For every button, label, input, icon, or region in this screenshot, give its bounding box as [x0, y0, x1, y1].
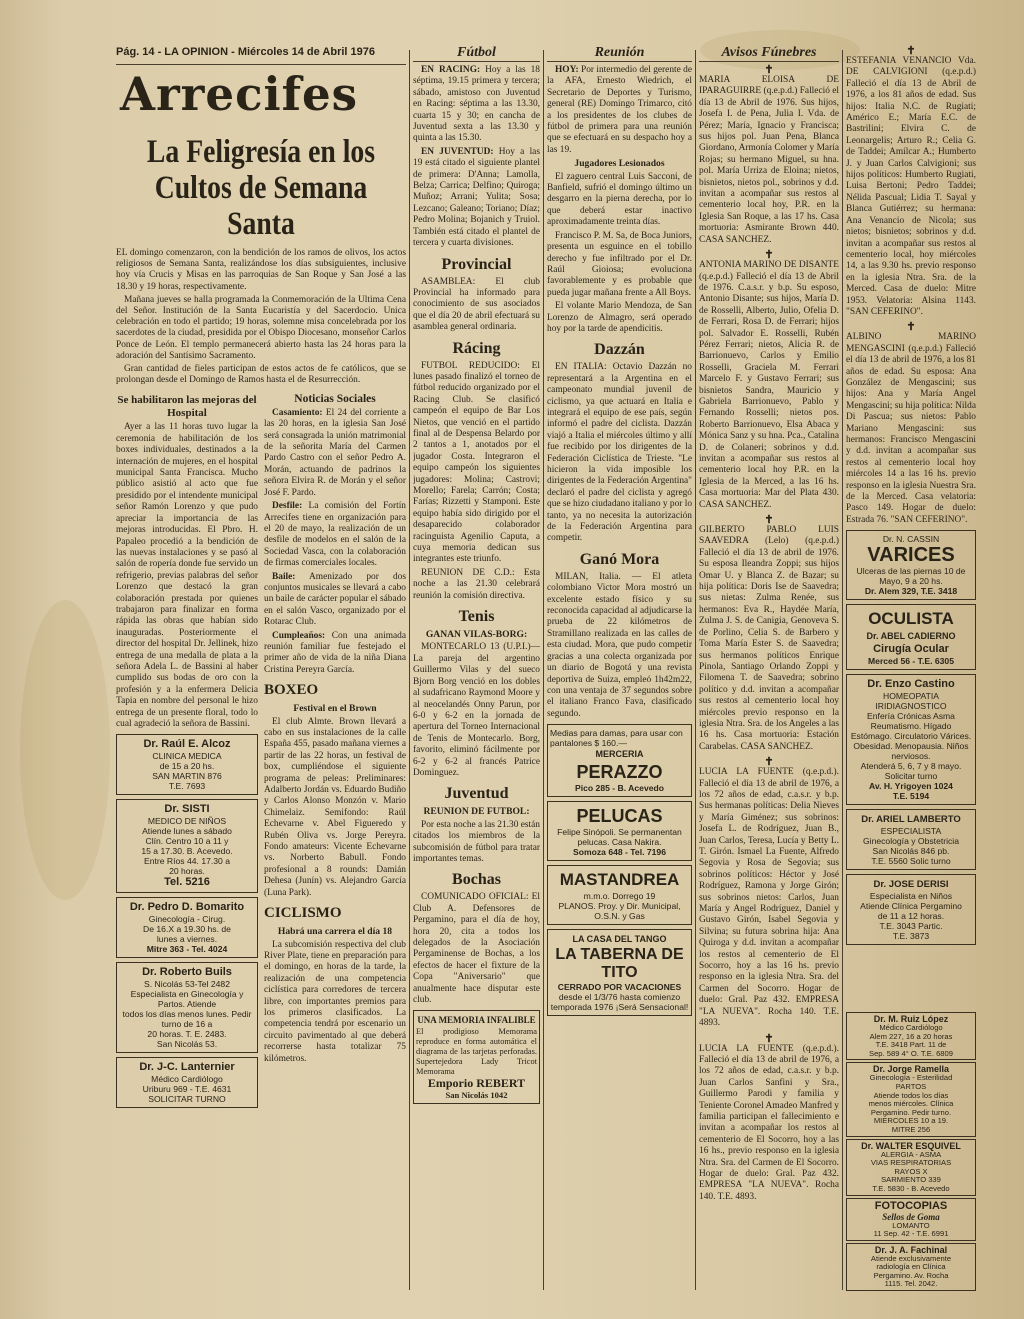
ad-castino [846, 674, 976, 805]
social-text: Amenizado por dos conjuntos musicales se llevará a cabo un baile de carácter popular el sábado en el salón Vasco, organizado por el Rotarac Club. [264, 571, 406, 628]
ad-sub: CERRADO POR VACACIONES [557, 982, 682, 993]
cross-icon: ✝ [764, 1032, 774, 1045]
ad-line: Clín. Centro 10 a 11 y [145, 836, 229, 847]
article-paragraph: Mañana jueves se halla programada la Conmemoración de la Ultima Cena del Señor. Institución de la Santa Eucaristía y del Sacerdocio. Unica celebración en todo el partido; 19 horas, solemne misa concelebrada por los sacerdotes de la ciudad, presidida por el Obispo Diocesano, monseñor Carlos Ponce de León. El templo permanecerá abierto hasta las 24 horas para la adoración del Santísimo Sacramento. [116, 294, 406, 361]
section-racing: Rácing [452, 339, 501, 357]
ad-name: Dr. Enzo Castino [867, 678, 955, 691]
social-item [264, 631, 406, 677]
ad-line: lunes a viernes. [156, 934, 218, 945]
ad-line: de 15 a 20 hs. [159, 761, 215, 772]
futbol-lead: EN JUVENTUD: [421, 146, 494, 157]
ad-fotocopias [846, 1198, 976, 1241]
social-item [264, 572, 406, 629]
lesionados-item: El volante Mario Mendoza, de San Lorenzo de Almagro, será operado hoy por la tarde de apendicitis. [547, 301, 692, 334]
ad-line: Pergamino. Pedir turno. [870, 1107, 952, 1117]
column-rule [409, 50, 410, 1290]
ad-name: Dr. SISTI [164, 803, 210, 816]
ad-line: SARMIENTO 339 [881, 1175, 941, 1185]
ad-address: Merced 56 - T.E. 6305 [868, 656, 954, 667]
social-text: El 24 del corriente a las 20 horas, en la iglesia San José será consagrada la unión matrimonial de la señorita María del Carmen Pardo Castro con el señor Pedro A. Morán, actuando de padrinos la señora Elvira R. de Morán y el señor José F. Pardo. [264, 407, 406, 498]
ad-line: MITRE 256 [891, 1124, 931, 1134]
ads-left [116, 734, 258, 1108]
ad-sub: Sellos de Goma [882, 1211, 940, 1222]
reunion-item [547, 65, 692, 156]
ad-name: Dr. M. Ruiz López [873, 1014, 949, 1024]
ad-name: Dr. Raúl E. Alcoz [143, 738, 231, 751]
obituary-item: LUCIA LA FUENTE (q.e.p.d.). Falleció el día 13 de abril de 1976, a los 72 años de edad, c.a.s.r. y b.p. Sus hermanas políticas: Delia Nieves y María Giménez; sus sobrinos: Josefa L. de Rodríguez, Juan B., Juan Carlos, Teresa, Lucía y Betty L. T. Girón. Ismael La Fuente, Alfredo Segovia y Rosa de Segovia; sus sobrinos políticos: Héctor y José Rodríguez, Ramona y Jorge Girón; sus sobrinos nietos: Carlos, Juan María y Angel Rodríguez, Daniel y Gustavo Girón, Isabel Segovia y Silvina; su futura sobrina hija: Ana Quiroga y d.d. invitan a acompañar los restos al cementerio de El Socorro, hoy a las 16 hs. previo responso en la iglesia Ntra. Sra. del Carmen del Socorro. Hogar de duelo: Gral. Paz 432. EMPRESA "LA NUEVA". Rocha 140. T.E. 4893. [699, 767, 839, 1029]
ad-line: CLINICA MEDICA [152, 751, 222, 762]
ad-line: 1115. Tel. 2042. [884, 1279, 938, 1289]
ad-address: desde el 1/3/76 hasta comienzo temporada 1976 ¡Será Sensacional! [550, 992, 689, 1013]
ad-line: Pergamino. Av. Rocha [873, 1270, 949, 1280]
ad-line: PLANOS. Proy. y Dir. Municipal, O.S.N. y Gas [558, 901, 681, 922]
juventud-sub: REUNION DE FUTBOL: [423, 806, 530, 818]
ad-line: Ginecología y Obstetricia [862, 836, 959, 847]
ad-varices [846, 530, 976, 600]
ad-line: Atenderá 5, 6, 7 y 8 mayo. [860, 761, 962, 772]
column-rule [695, 50, 696, 1290]
ad-line: todos los días menos lunes. Pedir turno de 16 a [122, 1009, 252, 1030]
ad-brand: Emporio REBERT [427, 1076, 526, 1091]
ad-line: VIAS RESPIRATORIAS [870, 1158, 952, 1168]
ad-line: menos miércoles. Clínica [868, 1099, 954, 1109]
ad-line: Especialista en Ginecología y Partos. Atiende [130, 989, 244, 1010]
ad-line: IRIDIAGNOSTICO [875, 701, 947, 712]
ad-line: T.E. 3418 Part. 11 de [875, 1040, 947, 1050]
ad-line: Ginecología - Cirug. [148, 914, 226, 925]
ad-lamberto [846, 809, 976, 870]
ad-esquivel [846, 1139, 976, 1196]
obituaries-column [699, 44, 839, 1294]
headline-feligresia: La Feligresía en los Cultos de Semana Santa [146, 134, 376, 242]
cross-icon: ✝ [906, 45, 916, 57]
provincial-body: ASAMBLEA: El club Provincial ha informado para conocimiento de sus asociados que el día 20 de abril efectuará su asamblea general ordinaria. [413, 276, 540, 333]
ad-perazzo [547, 724, 692, 797]
ad-address: San Nicolás 1042 [445, 1090, 508, 1101]
lesionados-item: El zaguero central Luis Sacconi, de Banfield, sufrió el domingo último un desgarro en la pierna derecha, por lo que deberá estar inactivo aproximadamente treinta días. [547, 171, 692, 228]
ad-big: PELUCAS [576, 806, 663, 827]
column-rule [842, 50, 843, 1290]
ad-mastandrea [547, 865, 692, 925]
futbol-item [413, 65, 540, 145]
obituary-item: ALBINO MARINO MENGASCINI (q.e.p.d.) Falleció el día 13 de abril de 1976, a los 81 años de edad. Su esposa: Ana González de Mengascini; sus hijos: Ana y María Angel Mengascini; su hija política: Nilda Di Pascua; sus nietos: Pablo Mariano Mengascini: sus hermanos: Francisco Mengascini y d.d. invitan a acompañar sus restos al cementerio local hoy miércoles 14 a las 16 hs. previo responso en la iglesia Nuestra Sra. de la Merced. Casa velatoria: Pasco 149. Hogar de duelo: Estrada 76. "SAN CEFERINO". [846, 332, 976, 525]
mora-body: MILAN, Italia. — El atleta colombiano Victor Mora mostró un excelente estado físico y su reconocida capacidad al adjudicarse la prueba de 22 kilómetros de Stramillano realizada en las calles de esta ciudad. Mora, que pudo competir gracias a una colecta organizada por un diario de Bogotá y una revista deportiva de Suiza, empleó 1h42m22, con una ventaja de 37 segundos sobre el italiano Franco Fava, clasificado segundo. [547, 571, 692, 719]
arrecifes-section [116, 44, 406, 1294]
dazzan-body: EN ITALIA: Octavio Dazzán no representará a la Argentina en el campeonato mundial juvenil de ciclismo, ya que actuará en Italia e integrará el equipo de ese país, según informó el padre del ciclista. Dazzán viajó a Italia el miércoles último y allí fue recibido por los dirigentes de la Federación Ciclística de Trieste. "Le hicieron la vida imposible los dirigentes de la Federación Argentina" declaró el padre del ciclista y agregó que se hizo ciudadano italiano y por lo tanto, ya no necesita la autorización de la Federación Argentina para competir. [547, 362, 692, 544]
sports-column-1 [413, 44, 540, 1294]
article-paragraph: Gran cantidad de fieles participan de estos actos de fe católicos, que se prolongan desde el Domingo de Ramos hasta el de Resurrección. [116, 364, 406, 386]
obituary-item: ANTONIA MARINO DE DISANTE (q.e.p.d.) Falleció el día 13 de Abril de 1976. C.a.s.r. y b.p. Su esposo, Antonio Disante; sus hijos, María D. de Rosselli, Alberto, Julio, Ofelia D. de Ferrari, Rosa D. de Ferrari; hijos pol. Salvador E. Rosselli, Rubén Pérez Ferrari; nietos, Alicia R. de Barrionuevo, Carlos y Emilio Rosselli, Graciela M. Ferrari Marcelo F. y Gustavo Ferrari; sus bisnietos Sandra, Mauricio y Gabriela Barrionuevo, Pablo y Fernando Rosselli; nietos pos. Roberto Barrionuevo, Elsa Abaca y Mónica Sanz y su hna. Pca., Catalina D. de Colaneri; sobrinos y d.d. invitan a acompañar sus restos al cementerio local hoy P.R. en la Iglesia de la Merced, a las 16 hs. Casa mortuoria: Mar del Plata 430. CASA SANCHEZ. [699, 260, 839, 510]
ad-line: Solicitar turno [884, 771, 938, 782]
cross-icon: ✝ [764, 514, 774, 527]
ad-ruiz [846, 1012, 976, 1060]
ciclismo-body: La subcomisión respectiva del club River Plate, tiene en preparación para el domingo, en horas de la tarde, la realización de una competencia ciclística para corredores de tercera libre, con importantes premios para los primeros clasificados. La competencia tendrá por escenario un circuito pavimentado al que deberá recorrerse hasta totalizar 75 kilómetros. [264, 939, 406, 1064]
ad-line: LA CASA DEL TANGO [572, 934, 667, 945]
ciclismo-subheadline: Habrá una carrera el día 18 [277, 926, 393, 938]
ad-name: Dr. WALTER ESQUIVEL [861, 1140, 961, 1151]
ad-address: 11 Sep. 42 - T.E. 6991 [873, 1229, 949, 1239]
page-header: Pág. 14 - LA OPINION - Miércoles 14 de Abril 1976 [116, 46, 375, 58]
ad-line: Felipe Sinópoli. Se permanentan pelucas. Casa Nakira. [557, 827, 682, 848]
ad-big: FOTOCOPIAS [874, 1199, 948, 1212]
juventud-body: Por esta noche a las 21.30 están citados los miembros de la subcomisión de fútbol para tratar importantes temas. [413, 819, 540, 864]
section-title-arrecifes: Arrecifes [120, 67, 359, 121]
ad-line: Sep. 589 4° O. T.E. 6809 [869, 1048, 953, 1058]
futbol-text: Hoy a las 18 séptima, 19.15 primera y tercera; sábado, amistoso con Juventud en Racing: séptima a las 13.30, cuarta 15 y 30; en cancha de Juventud sexta a las 13.30 y quinta a las 15.30. [413, 65, 540, 144]
ad-ramella [846, 1062, 976, 1136]
ad-line: Dr. N. CASSIN [882, 534, 940, 545]
ad-line: San Nicolás 846 pb. [872, 846, 950, 857]
ad-name: Dr. J-C. Lanternier [139, 1061, 235, 1074]
social-lead: Desfile: [272, 501, 303, 512]
racing-cd: REUNION DE C.D.: Esta noche a las 21.30 celebrará reunión la comisión directiva. [413, 567, 540, 601]
ad-bomarito [116, 897, 258, 958]
ad-sisti [116, 799, 258, 893]
social-headline: Noticias Sociales [294, 393, 376, 406]
reunion-text: Por intermedio del gerente de la AFA, Ernesto Wiedrich, el Secretario de Deportes y Turismo, general (RE) Domingo Trimarco, citó a los presidentes de los clubes de fútbol de primera para una reunión que se efectuará en su despacho hoy a las 19. [547, 65, 692, 155]
section-mora: Ganó Mora [579, 550, 660, 568]
lesionados-item: Francisco P. M. Sa, de Boca Juniors, presenta un esguince en el tobillo derecho y fue infiltrado por el Dr. Raúl Gioiosa; evoluciona favorablemente y es probable que pueda jugar mañana frente a All Boys. [547, 230, 692, 298]
bochas-body: COMUNICADO OFICIAL: El Club A. Defensores de Pergamino, para el día de hoy, hora 20, cita a todos los delegados de la Asociación Pergaminense de Bochas, a los efectos de hacer el fixture de la Copa "Aniversario" que anualmente hace disputar este club. [413, 892, 540, 1006]
obituary-item: LUCIA LA FUENTE (q.e.p.d.). Falleció el día 13 de abril de 1976, a los 72 años de edad, c.a.s.r. y b.p. Juan Carlos Sanfini y Sra., Guillermo Parodi y familia y Teniente Coronel Amadeo Manfred y familia participan el fallecimiento e invitan a acompañar los restos al cementerio de El Socorro, hoy a las 16 hs., previo responso en la iglesia Ntra. Sra. del Carmen de El Socorro. Hogar de duelo: Gral. Paz 432. EMPRESA "LA NUEVA". Rocha 140. T.E. 4893. [699, 1043, 839, 1202]
reunion-lead: HOY: [555, 65, 579, 75]
ad-line: LOMANTO [892, 1220, 930, 1230]
ciclismo-headline: CICLISMO [264, 905, 342, 922]
obituary-item: MARIA ELOISA DE IPARAGUIRRE (q.e.p.d.) Falleció el día 13 de Abril de 1976. Sus hijos, Josefa I. de Pena, Julia I. Vda. de Pérez; María, Ignacio y Francisca; sus hijos pol. Juan Pena, Blanca Giordano, Armonía Colomer y María Rojas; su hermano Miguel, su hna. pol. María Urriza de Eloina; nietos, bisnietos, nietos pol., sobrinos y d.d. invitan a acompañar sus restos al cementerio local hoy, P.R. en la Iglesia San Roque, a las 17 hs. Casa mortuoria: Asmirante Brown 440. CASA SANCHEZ. [699, 75, 839, 245]
ad-line: Tel. 5216 [164, 876, 210, 889]
ad-memorama [413, 1010, 540, 1104]
hospital-headline: Se habilitaron las mejoras del Hospital [117, 394, 257, 420]
ad-big: VARICES [867, 544, 955, 567]
social-lead: Cumpleaños: [272, 630, 326, 641]
ad-name: MERCERIA [595, 749, 644, 760]
boxeo-body: El club Almte. Brown llevará a cabo en sus instalaciones de la calle España 455, pasado mañana viernes a partir de las 22 horas, un festival de box, cumpliéndose el siguiente programa de peleas: Preliminares: Adalberto Jordán vs. Eduardo Budiño y Carlos Alonso Monzón v. Mario Chimelaiz. Semifondo: Raúl Echevarne v. Abel Figueredo y Rubén Oliva vs. Jorge Pereyra. Fondo amateurs: Vicente Echevarne vs. Norberto Babull. Fondo profesional a 8 rounds: Damián Dehesa (Junín) vs. Alejandro García (Luna Park). [264, 716, 406, 898]
ad-address: Pico 285 - B. Acevedo [575, 783, 664, 794]
ad-line: m.m.o. Dorrego 19 [583, 891, 656, 902]
ad-line: Medias para damas, para usar con pantalones $ 160.— [550, 728, 683, 749]
ad-line: Médico Cardiólogo [151, 1074, 223, 1085]
ad-line: RAYOS X [894, 1166, 928, 1176]
ad-text: El prodigioso Memorama reproduce en forma automática el diagrama de las tarjetas perforadas. Supertejedora Lady Tricot Memorama [416, 1027, 537, 1077]
boxeo-subheadline: Festival en el Brown [293, 703, 377, 715]
section-dazzan: Dazzán [594, 341, 645, 359]
ad-line: T.E. 3873 [892, 931, 930, 942]
ad-line: Atiende exclusivamente [870, 1253, 952, 1263]
paper-stain [20, 600, 110, 900]
ad-line: T.E. 5830 - B. Acevedo [872, 1183, 950, 1193]
section-provincial: Provincial [441, 255, 512, 273]
cross-icon: ✝ [764, 64, 774, 76]
social-item [264, 501, 406, 569]
cross-icon: ✝ [906, 321, 916, 334]
ad-big: LA TABERNA DE TITO [555, 946, 684, 982]
social-item [264, 408, 406, 499]
ad-name: Dr. JOSE DERISI [873, 879, 949, 891]
social-text: Con una animada reunión familiar fue festejado el primer año de vida de la niña Diana Cristina Pereyra García. [264, 630, 406, 675]
ad-line: ESPECIALISTA [880, 826, 942, 837]
ad-line: SOLICITAR TURNO [148, 1094, 226, 1105]
ad-name: Dr. Jorge Ramella [872, 1064, 950, 1075]
tenis-body: MONTECARLO 13 (U.P.I.)—La pareja del argentino Guillermo Vilas y del sueco Bjorn Borg venció en los dobles al sudafricano Raymond Moore y al neocelandés Onny Parun, por 6-0 y 6-2 en la jornada de apertura del Torneo Internacional de Tenis de Montecarlo. Borg, favorito, eliminó fácilmente por 6-2 y 6-2 al francés Patrice Dominguez. [413, 642, 540, 778]
ad-title: UNA MEMORIA INFALIBLE [417, 1015, 536, 1026]
ad-line: de 11 a 12 horas. [877, 911, 945, 922]
ad-line: Entre Ríos 44. 17.30 a [144, 856, 230, 867]
hospital-body: Ayer a las 11 horas tuvo lugar la ceremonia de habilitación de los boxes individuales, destinados a la internación de mujeres, en el hospital municipal Santa Francisca. Mucho público asistió al acto que fue presidido por el intendente municipal señor Ramón Lorenzo y que pudo apreciar la importancia de las mejoras introducidas. El Pbro. H. Papaleo procedió a la bendición de las nuevas instalaciones y se pasó al salón de ropería donde fue servido un refrigerio, previas palabras del señor Lorenzo que destacó la gran colaboración prestada por quienes trabajaron para finalizar en forma rápida las obras que habían sido inauguradas. Posteriormente el director del hospital Dr. Jellinek, hizo entrega de una medalla de plata a la señora Adela L. de Bassini al haber cumplido sus bodas de oro con la profesión y a la enfermera Delicia Tapia en nombre del personal le hizo entrega de un presente floral, todo lo cual agradeció la señora de Bassini. [116, 422, 258, 729]
ad-line: S. Nicolás 53-Tel 2482 [144, 979, 230, 990]
tenis-sub: GANAN VILAS-BORG: [425, 629, 528, 641]
ad-lanternier [116, 1057, 258, 1108]
ad-line: 15 a 17.30. B. Acevedo. [141, 846, 233, 857]
futbol-item [413, 147, 540, 250]
ad-derisi [846, 874, 976, 945]
ad-line: San Nicolás 53. [156, 1039, 218, 1050]
article-paragraph: EL domingo comenzaron, con la bendición de los ramos de olivos, los actos religiosos de Semana Santa, realizándose los días subsiguientes, inclusive hoy vía Crucis y Misas en las parroquias de San Roque y San José a las 18.30 y 19 horas, respectivamente. [116, 248, 406, 292]
obituary-item: GILBERTO PABLO LUIS SAAVEDRA (Lelo) (q.e.p.d.) Falleció el día 13 de abril de 1976. Su esposa Ileandra Zoppi; sus hijos Omar U. y Blanca Z. de Bazar; su hija política: Doris Ise de Saavedra; sus nietas: Zulma Renée, sus hermanos: Eva R., Haydée María, Zulma J. S. de Canigia, Genoveva S. de Porlino, Celia S. de Barbero y Toma María Ester S. de Saavedra; sus hermanos políticos Enrique Pinola, Santiago Orlando Zoppi y Filomena T. de Saavedra; sobrino político y d.d. invitan a acompañar sus restos al cementerio local hoy miércoles previo responso en la iglesia Ntra. Sra. de los Angeles a las 16 hs. Casa mortuoria: Estación Carabelas. CASA SANCHEZ. [699, 525, 839, 752]
ad-address: Somoza 648 - Tel. 7196 [573, 847, 666, 858]
ad-line: T.E. 3043 Partic. [879, 921, 943, 932]
section-juventud: Juventud [444, 785, 509, 803]
ad-line: radiología en Clínica [876, 1262, 946, 1272]
ad-taberna [547, 929, 692, 1016]
ad-big: OCULISTA [868, 609, 954, 629]
ad-line: Reumatismo. Hígado Estómago. Circulatorio Várices. Obesidad. Menopausia. Niños nerviosos. [850, 721, 972, 762]
ad-alcoz [116, 734, 258, 795]
ad-line: Enfería Crónicas Asma [867, 711, 955, 722]
ad-line: T.E. 7693 [168, 781, 206, 792]
ad-line: Uriburu 969 - T.E. 4631 [142, 1084, 232, 1095]
boxeo-headline: BOXEO [264, 682, 319, 699]
ad-line: T.E. 5194 [892, 791, 930, 802]
ad-big: MASTANDREA [559, 870, 680, 890]
section-reunion: Reunión [547, 44, 692, 62]
section-avisos-funebres: Avisos Fúnebres [699, 44, 839, 62]
ad-pelucas [547, 801, 692, 861]
ad-name: Dr. Pedro D. Bomarito [129, 901, 245, 914]
ad-name: Dr. ARIEL LAMBERTO [861, 814, 961, 826]
ad-line: De 16.X a 19.30 hs. de [143, 924, 231, 935]
ad-oculista [846, 604, 976, 670]
ad-line: MEDICO DE NIÑOS [147, 816, 227, 827]
sports-column-2 [547, 44, 692, 1294]
social-lead: Casamiento: [272, 407, 323, 418]
ad-line: Especialista en Niños [869, 891, 953, 902]
social-lead: Baile: [272, 571, 296, 582]
ad-line: Atiende lunes a sábado [142, 826, 232, 837]
ad-line: PARTOS [895, 1081, 927, 1091]
ad-buils [116, 962, 258, 1053]
futbol-lead: EN RACING: [421, 65, 481, 75]
cross-icon: ✝ [764, 756, 774, 769]
social-text: La comisión del Fortín Arrecifes tiene en organización para el 20 de mayo, la realización de un desfile de modelos en el salón de la Sociedad Vasca, con la colaboración de firmas comerciales locales. [264, 501, 406, 569]
section-bochas: Bochas [452, 871, 501, 889]
ad-line: Atiende todos los días [873, 1090, 949, 1100]
ad-sub: Cirugía Ocular [873, 643, 949, 656]
ad-line: Dr. ABEL CADIERNO [866, 631, 956, 642]
futbol-text: Hoy a las 19 está citado el siguiente plantel de primera: D'Anna; Lamolla, Belza; Carrica; Delfino; Quiroga; Muñoz; Arrani; Yulita; Sosa; Lezcano; Galeano; Toriano; Díaz; Pedro Molina; Bojanich y Truiol. También está citado el plantel de tercera y cuarta divisiones. [413, 146, 540, 249]
obituary-item: ESTEFANIA VENANCIO Vda. DE CALVIGIONI (q.e.p.d.) Falleció el día 13 de Abril de 1976, a los 81 años de edad. Sus hijos: Italia N.C. de Rugiati; Américo E.; María E.C. de Bastrilini; Elvira C. de Leonargelis; Arturo R.; Celia G. de Taddei; Amílcar A.; Humberto J. y Juan Carlos Calvigioni; sus hijos políticos: Humberto Rugiati, Luisa Bertoni; Pedro Taddei; Nélida Pascual; Lidia T. Sayal y Blanca Gutiérrez; su hermana: Ana Venancio de Nicola; sus nietos; bisnietos; sobrinos y d.d. invitan a acompañar sus restos al cementerio local, hoy miércoles 14, a las 9.30 hs. previo responso en la iglesia Ntra. Sra. de la Merced. Casa de duelo: Mitre 1953. Velatoria: Alsina 1143. "SAN CEFERINO". [846, 56, 976, 317]
ad-line: Mitre 363 - Tel. 4024 [146, 944, 228, 955]
ad-line: 20 horas. T. E. 2483. [147, 1029, 227, 1040]
section-tenis: Tenis [458, 608, 495, 626]
racing-body: FUTBOL REDUCIDO: El lunes pasado finalizó el torneo de fútbol reducido organizado por el Racing Club. Se clasificó campeón el equipo de Bar Los Nietos, que venció en el partido final al de Despensa Belardo por 2 tantos a 1, anotados por el jugador Costa. Integraron el equipo campeón los siguientes jugadores: Molina; Castrovi; Morello; Farela; Carrón; Costa; Farías; Rizzetti y Stamponi. Este equipo había sido dirigido por el desaparecido colaborador racinguista Agenilio Caputa, a cuya memoria dedican sus integrantes este triunfo. [413, 360, 540, 565]
ad-line: Av. H. Yrigoyen 1024 [869, 781, 953, 792]
ad-line: ALERGIA - ASMA [880, 1149, 942, 1159]
ad-name: Dr. Roberto Buils [142, 966, 232, 979]
cross-icon: ✝ [764, 249, 774, 262]
ad-big: PERAZZO [576, 762, 663, 783]
ad-line: Alem 227, 16 a 20 horas [869, 1031, 953, 1041]
ad-line: HOMEOPATIA [882, 691, 940, 702]
right-bottom-ads [846, 1010, 976, 1300]
ad-line: Ginecología - Esterilidad [869, 1073, 953, 1083]
column-rule [543, 50, 544, 1290]
ad-address: Dr. Alem 329, T.E. 3418 [864, 586, 958, 597]
lesionados-headline: Jugadores Lesionados [574, 158, 665, 170]
ad-line: Atiende Clínica Pergamino [860, 901, 962, 912]
ad-line: 20 horas. [169, 866, 205, 877]
ad-name: Dr. J. A. Fachinal [874, 1244, 948, 1255]
ad-line: SAN MARTIN 876 [152, 771, 222, 782]
ad-fachinal [846, 1243, 976, 1291]
ad-line: Médico Cardiólogo [879, 1023, 943, 1032]
ad-line: MIERCOLES 10 a 19. [873, 1116, 949, 1126]
section-futbol: Fútbol [413, 44, 540, 62]
ad-line: T.E. 5560 Solic turno [871, 856, 951, 867]
ad-sub: Ulceras de las piernas 10 de Mayo, 9 a 20 hs. [856, 566, 966, 587]
